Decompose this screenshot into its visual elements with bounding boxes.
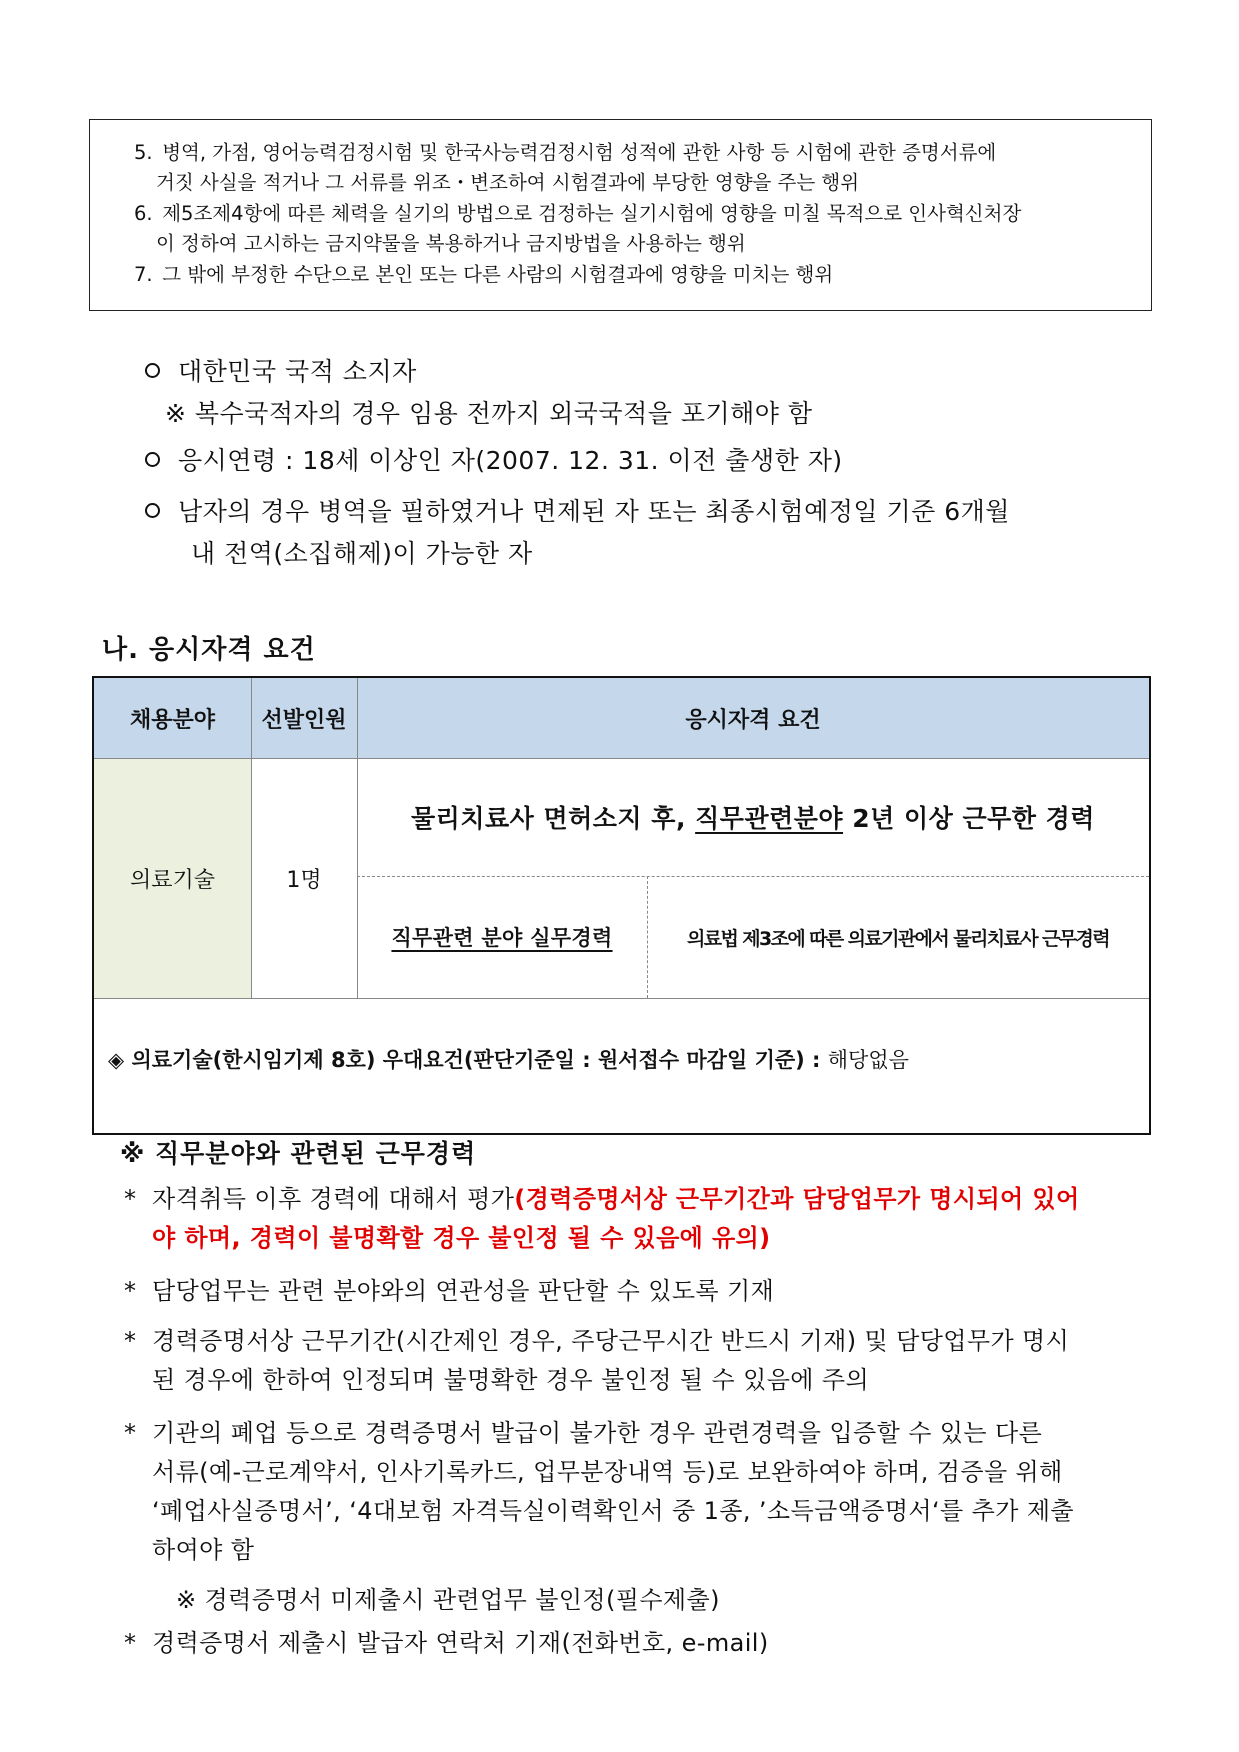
- list-item-continuation: 거짓 사실을 적거나 그 서류를 위조・변조하여 시험결과에 부당한 영향을 주는 행위: [156, 171, 860, 194]
- list-item-continuation: 이 정하여 고시하는 금지약물을 복용하거나 금지방법을 사용하는 행위: [156, 232, 746, 255]
- nationality-requirement: 대한민국 국적 소지자: [145, 354, 417, 390]
- divider: [94, 758, 1149, 759]
- qualification-table: [92, 676, 1151, 1135]
- header-field: 채용분야: [94, 678, 251, 758]
- military-requirement-continuation: 내 전역(소집해제)이 가능한 자: [191, 539, 533, 568]
- divider: [94, 998, 1149, 999]
- list-item: 7. 그 밖에 부정한 수단으로 본인 또는 다른 사람의 시험결과에 영향을 미치는 행위: [134, 263, 834, 286]
- count-cell: 1명: [286, 867, 322, 893]
- age-requirement: 응시연령 : 18세 이상인 자(2007. 12. 31. 이전 출생한 자): [145, 443, 843, 479]
- circle-bullet-icon: [145, 363, 160, 378]
- sub-requirement-value: 의료법 제3조에 따른 의료기관에서 물리치료사 근무경력: [686, 927, 1110, 950]
- header-requirement: 응시자격 요건: [357, 678, 1149, 758]
- main-requirement: 물리치료사 면허소지 후, 직무관련분야 2년 이상 근무한 경력: [411, 804, 1095, 833]
- list-item: 5. 병역, 가점, 영어능력검정시험 및 한국사능력검정시험 성적에 관한 사항 등 시험에 관한 증명서류에: [134, 141, 997, 164]
- military-requirement: 남자의 경우 병역을 필하였거나 면제된 자 또는 최종시험예정일 기준 6개월: [145, 494, 1010, 530]
- note-item: * 자격취득 이후 경력에 대해서 평가(경력증명서상 근무기간과 담당업무가 명시되어 있어 야 하며, 경력이 불명확할 경우 불인정 될 수 있음에 유의): [124, 1185, 1080, 1252]
- divider: [251, 678, 252, 998]
- misconduct-list-box: [89, 119, 1152, 311]
- circle-bullet-icon: [145, 503, 160, 518]
- dashed-divider: [357, 876, 1149, 877]
- preference-requirement: ◈ 의료기술(한시임기제 8호) 우대요건(판단기준일 : 원서접수 마감일 기준) : 해당없음: [108, 1048, 909, 1072]
- divider: [357, 678, 358, 998]
- list-item: 6. 제5조제4항에 따른 체력을 실기의 방법으로 검정하는 실기시험에 영향을 미칠 목적으로 인사혁신처장: [134, 202, 1022, 225]
- sub-requirement-label: 직무관련 분야 실무경력: [391, 926, 613, 950]
- nationality-note: ※ 복수국적자의 경우 임용 전까지 외국국적을 포기해야 함: [165, 399, 813, 428]
- note-sub-item: ※ 경력증명서 미제출시 관련업무 불인정(필수제출): [176, 1586, 720, 1614]
- notes-title: ※ 직무분야와 관련된 근무경력: [120, 1139, 477, 1168]
- dashed-divider: [647, 876, 648, 998]
- note-item: * 기관의 폐업 등으로 경력증명서 발급이 불가한 경우 관련경력을 입증할 수 있는 다른 서류(예-근로계약서, 인사기록카드, 업무분장내역 등)로 보완하여야 하며, 검증을 위해 ‘폐업사실증명서’, ‘4대보험 자격득실이력확인서 중 1종, ’소득금액증명서‘를 추가 제출 하여야 함: [124, 1419, 1075, 1564]
- note-item: * 담당업무는 관련 분야와의 연관성을 판단할 수 있도록 기재: [124, 1277, 775, 1305]
- circle-bullet-icon: [145, 452, 160, 467]
- section-title: 나. 응시자격 요건: [102, 635, 316, 665]
- note-item: * 경력증명서 제출시 발급자 연락처 기재(전화번호, e-mail): [124, 1629, 769, 1657]
- header-count: 선발인원: [251, 678, 357, 758]
- field-cell: 의료기술: [94, 758, 251, 998]
- note-item: * 경력증명서상 근무기간(시간제인 경우, 주당근무시간 반드시 기재) 및 담당업무가 명시 된 경우에 한하여 인정되며 불명확한 경우 불인정 될 수 있음에 주의: [124, 1327, 1070, 1394]
